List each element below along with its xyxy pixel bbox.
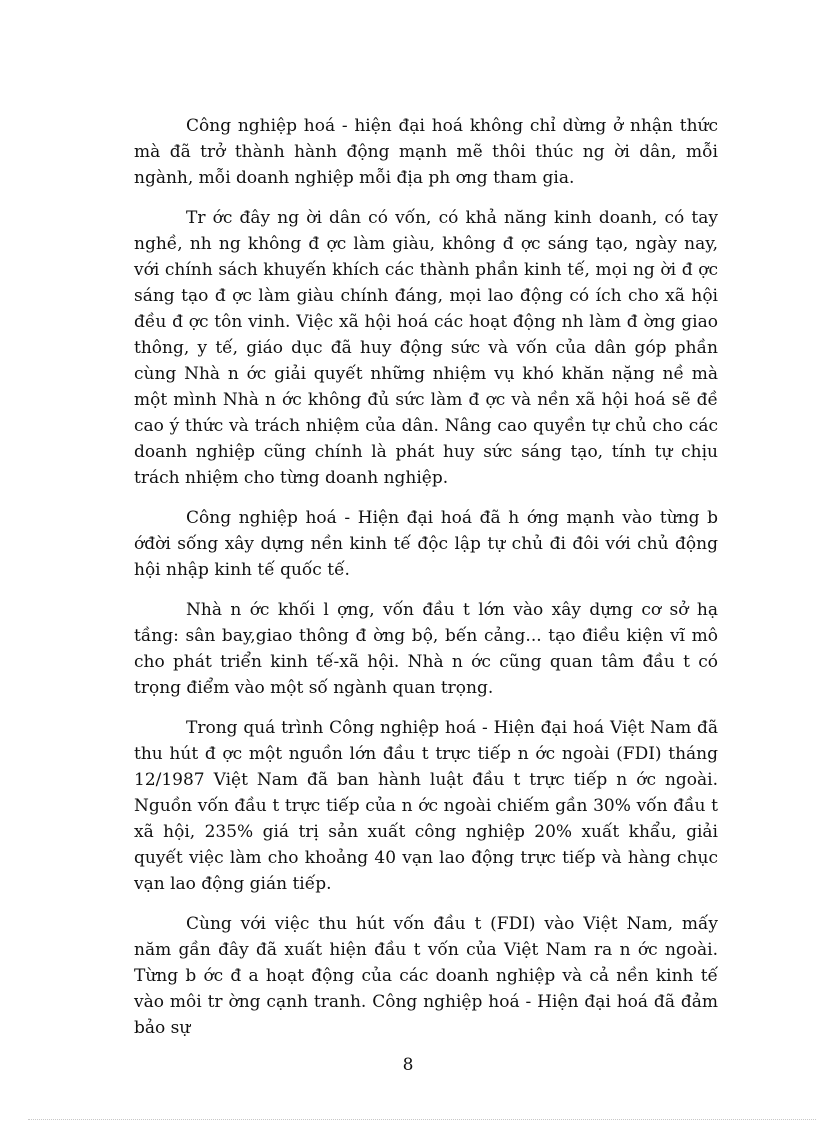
page-number: 8	[402, 1055, 414, 1075]
paragraph-5: Trong quá trình Công nghiệp hoá - Hiện đại hoá Việt Nam đã thu hút đ ợc một nguồn lớn đầu t trực tiếp n ớc ngoài (FDI) tháng 12/1987 Việt Nam đã ban hành luật đầu t trực tiếp n ớc ngoài. Nguồn vốn đầu t trực tiếp của n ớc ngoài chiếm gần 30% vốn đầu t xã hội, 235% giá trị sản xuất công nghiệp 20% xuất khẩu, giải quyết việc làm cho khoảng 40 vạn lao động trực tiếp và hàng chục vạn lao động gián tiếp.	[134, 718, 718, 894]
bottom-divider	[28, 1119, 816, 1120]
paragraph-2: Tr ớc đây ng ời dân có vốn, có khả năng kinh doanh, có tay nghề, nh ng không đ ợc làm giàu, không đ ợc sáng tạo, ngày nay, với chính sách khuyến khích các thành phần kinh tế, mọi ng ời đ ợc sáng tạo đ ợc làm giàu chính đáng, mọi lao động có ích cho xã hội đều đ ợc tôn vinh. Việc xã hội hoá các hoạt động nh làm đ ờng giao thông, y tế, giáo dục đã huy động sức và vốn của dân góp phần cùng Nhà n ớc giải quyết những nhiệm vụ khó khăn nặng nề mà một mình Nhà n ớc không đủ sức làm đ ợc và nền xã hội hoá sẽ đề cao ý thức và trách nhiệm của dân. Nâng cao quyền tự chủ cho các doanh nghiệp cũng chính là phát huy sức sáng tạo, tính tự chịu trách nhiệm cho từng doanh nghiệp.	[134, 208, 718, 488]
paragraph-6: Cùng với việc thu hút vốn đầu t (FDI) vào Việt Nam, mấy năm gần đây đã xuất hiện đầu t vốn của Việt Nam ra n ớc ngoài. Từng b ớc đ a hoạt động của các doanh nghiệp và cả nền kinh tế vào môi tr ờng cạnh tranh. Công nghiệp hoá - Hiện đại hoá đã đảm bảo sự	[134, 914, 718, 1038]
body-text	[134, 113, 718, 1055]
paragraph-1: Công nghiệp hoá - hiện đại hoá không chỉ dừng ở nhận thức mà đã trở thành hành động mạnh mẽ thôi thúc ng ời dân, mỗi ngành, mỗi doanh nghiệp mỗi địa ph ơng tham gia.	[134, 116, 718, 188]
paragraph-4: Nhà n ớc khối l ợng, vốn đầu t lớn vào xây dựng cơ sở hạ tầng: sân bay,giao thông đ ờng bộ, bến cảng... tạo điều kiện vĩ mô cho phát triển kinh tế-xã hội. Nhà n ớc cũng quan tâm đầu t có trọng điểm vào một số ngành quan trọng.	[134, 600, 718, 698]
paragraph-3: Công nghiệp hoá - Hiện đại hoá đã h ớng mạnh vào từng b ớđời sống xây dựng nền kinh tế độc lập tự chủ đi đôi với chủ động hội nhập kinh tế quốc tế.	[134, 508, 718, 580]
